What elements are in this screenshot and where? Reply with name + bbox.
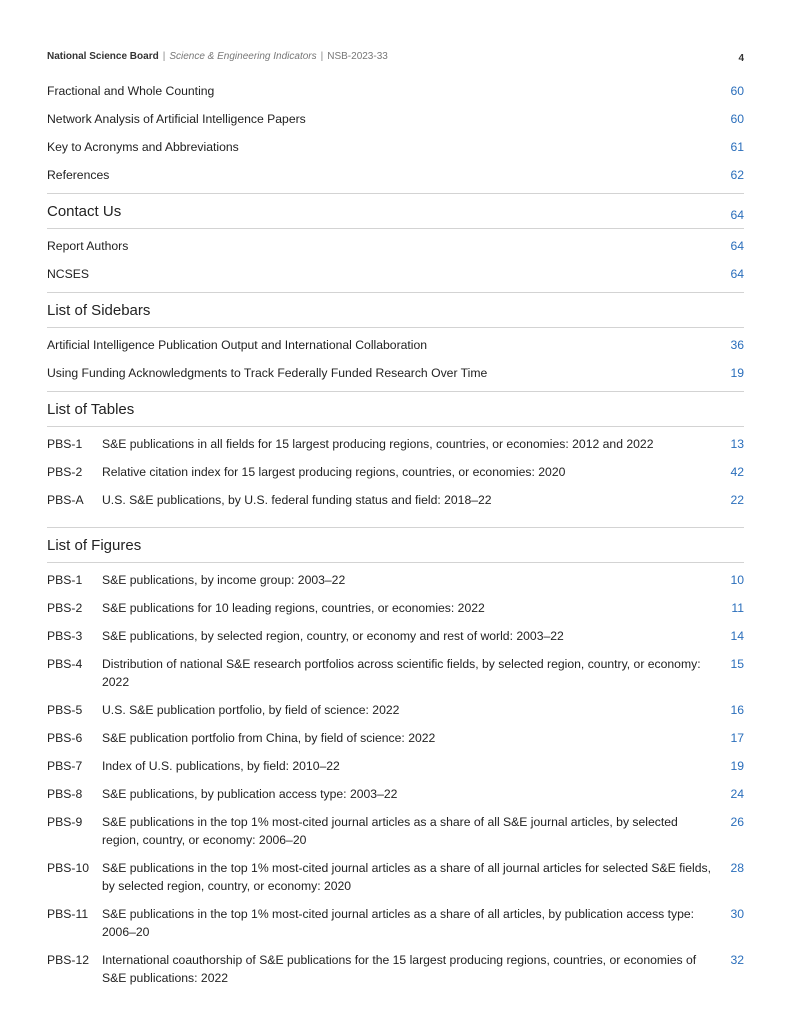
toc-entry-page[interactable]: 16: [730, 703, 744, 717]
toc-entry-code: PBS-12: [47, 953, 90, 967]
toc-entry-page[interactable]: 60: [730, 112, 744, 126]
toc-entry-page[interactable]: 60: [730, 84, 744, 98]
toc-entry[interactable]: [47, 486, 744, 527]
toc-entry-title[interactable]: International coauthorship of S&E publications for the 15 largest producing regions, countries, or economies of S&E publications: 2022: [102, 953, 697, 985]
toc-entry-code: PBS-3: [47, 629, 83, 643]
toc-entry-code: PBS-5: [47, 703, 83, 717]
sidebar-entries: [47, 328, 744, 391]
toc-entry-code: PBS-2: [47, 465, 83, 479]
toc-entry-title[interactable]: S&E publications in the top 1% most-cited journal articles as a share of all journal articles for selected S&E fields, by selected region, country, or economy: 2020: [102, 861, 712, 893]
top-entries: [47, 77, 744, 193]
toc-entry-title[interactable]: Network Analysis of Artificial Intelligence Papers: [47, 112, 306, 126]
toc-entry-page[interactable]: 32: [730, 953, 744, 967]
toc-entry[interactable]: [47, 650, 744, 696]
toc-entry-page[interactable]: 42: [730, 465, 744, 479]
contact-entries: [47, 229, 744, 292]
toc-entry-title[interactable]: U.S. S&E publications, by U.S. federal funding status and field: 2018–22: [102, 493, 492, 507]
toc-entry-page[interactable]: 64: [730, 239, 744, 253]
toc-entry-page[interactable]: 19: [730, 366, 744, 380]
toc-entry[interactable]: [47, 854, 744, 900]
table-entries: [47, 427, 744, 527]
toc-entry-code: PBS-2: [47, 601, 83, 615]
publication-title: Science & Engineering Indicators: [169, 51, 317, 62]
toc-entry[interactable]: [47, 458, 744, 486]
table-of-contents: [47, 77, 744, 992]
toc-entry-title[interactable]: S&E publications in the top 1% most-cited journal articles as a share of all articles, by publication access type: 2006–20: [102, 907, 695, 939]
toc-entry[interactable]: [47, 594, 744, 622]
toc-entry-title[interactable]: Distribution of national S&E research portfolios across scientific fields, by selected region, country, or economy: 2022: [102, 657, 701, 689]
toc-entry-page[interactable]: 10: [730, 573, 744, 587]
toc-entry-code: PBS-A: [47, 493, 84, 507]
toc-entry-page[interactable]: 13: [730, 437, 744, 451]
toc-entry-title[interactable]: S&E publications in all fields for 15 largest producing regions, countries, or economies: 2012 and 2022: [102, 437, 654, 451]
toc-entry-title[interactable]: S&E publication portfolio from China, by field of science: 2022: [102, 731, 436, 745]
toc-entry[interactable]: [47, 724, 744, 752]
section-heading-title: List of Tables: [47, 401, 135, 418]
toc-entry-code: PBS-1: [47, 437, 83, 451]
toc-entry[interactable]: [47, 946, 744, 992]
toc-entry-page[interactable]: 11: [731, 601, 744, 615]
section-heading-sidebars: [47, 293, 744, 328]
toc-entry-page[interactable]: 19: [730, 759, 744, 773]
section-heading-page[interactable]: 64: [730, 208, 744, 222]
toc-entry-page[interactable]: 22: [730, 493, 744, 507]
toc-entry-title[interactable]: S&E publications, by publication access type: 2003–22: [102, 787, 398, 801]
toc-entry[interactable]: [47, 622, 744, 650]
page-header: [47, 50, 744, 64]
figure-entries: [47, 563, 744, 992]
toc-entry-page[interactable]: 61: [730, 140, 744, 154]
toc-entry-page[interactable]: 24: [730, 787, 744, 801]
toc-entry-code: PBS-8: [47, 787, 83, 801]
toc-entry-title[interactable]: S&E publications, by selected region, country, or economy and rest of world: 2003–22: [102, 629, 564, 643]
header-separator: |: [320, 51, 324, 62]
page-number: 4: [738, 53, 744, 64]
toc-entry-title[interactable]: Fractional and Whole Counting: [47, 84, 215, 98]
toc-entry-title[interactable]: Relative citation index for 15 largest producing regions, countries, or economies: 2020: [102, 465, 566, 479]
toc-entry-title[interactable]: Index of U.S. publications, by field: 2010–22: [102, 759, 340, 773]
toc-entry-title[interactable]: S&E publications in the top 1% most-cited journal articles as a share of all S&E journal articles, by selected region, country, or economy: 2006–20: [102, 815, 678, 847]
section-heading-contact[interactable]: [47, 194, 744, 229]
toc-entry[interactable]: [47, 260, 744, 292]
organization-name: National Science Board: [47, 51, 159, 62]
toc-entry[interactable]: [47, 133, 744, 161]
toc-entry-page[interactable]: 30: [730, 907, 744, 921]
toc-entry-code: PBS-7: [47, 759, 83, 773]
toc-entry-page[interactable]: 26: [730, 815, 744, 829]
section-heading-title: List of Sidebars: [47, 302, 151, 319]
toc-entry-page[interactable]: 17: [730, 731, 744, 745]
toc-entry-title[interactable]: References: [47, 168, 110, 182]
toc-entry[interactable]: [47, 900, 744, 946]
toc-entry-page[interactable]: 15: [730, 657, 744, 671]
toc-entry-title[interactable]: S&E publications for 10 leading regions, countries, or economies: 2022: [102, 601, 485, 615]
toc-entry-page[interactable]: 28: [730, 861, 744, 875]
toc-entry[interactable]: [47, 566, 744, 594]
toc-entry[interactable]: [47, 161, 744, 193]
toc-entry[interactable]: [47, 808, 744, 854]
toc-entry-title[interactable]: S&E publications, by income group: 2003–22: [102, 573, 346, 587]
section-heading-title: List of Figures: [47, 537, 142, 554]
toc-entry[interactable]: [47, 752, 744, 780]
toc-entry-title[interactable]: Key to Acronyms and Abbreviations: [47, 140, 239, 154]
toc-entry[interactable]: [47, 696, 744, 724]
toc-entry-page[interactable]: 62: [730, 168, 744, 182]
toc-entry-code: PBS-10: [47, 861, 90, 875]
section-heading-figures: [47, 528, 744, 563]
toc-entry-code: PBS-6: [47, 731, 83, 745]
toc-entry-code: PBS-11: [47, 907, 89, 921]
section-heading-tables: [47, 392, 744, 427]
toc-entry-title[interactable]: U.S. S&E publication portfolio, by field of science: 2022: [102, 703, 400, 717]
toc-entry[interactable]: [47, 77, 744, 105]
header-separator: |: [162, 51, 166, 62]
toc-entry-title[interactable]: Artificial Intelligence Publication Output and International Collaboration: [47, 338, 428, 352]
toc-entry[interactable]: [47, 232, 744, 260]
toc-entry-title[interactable]: NCSES: [47, 267, 89, 281]
toc-entry[interactable]: [47, 105, 744, 133]
toc-entry-code: PBS-4: [47, 657, 83, 671]
toc-entry[interactable]: [47, 780, 744, 808]
section-heading-title[interactable]: Contact Us: [47, 203, 122, 220]
toc-entry[interactable]: [47, 359, 744, 391]
report-code: NSB-2023-33: [327, 51, 388, 62]
toc-entry-page[interactable]: 64: [730, 267, 744, 281]
toc-entry[interactable]: [47, 430, 744, 458]
toc-entry-page[interactable]: 14: [730, 629, 744, 643]
toc-entry-code: PBS-1: [47, 573, 83, 587]
toc-entry-page[interactable]: 36: [730, 338, 744, 352]
toc-entry-title[interactable]: Using Funding Acknowledgments to Track Federally Funded Research Over Time: [47, 366, 488, 380]
toc-entry[interactable]: [47, 331, 744, 359]
toc-entry-title[interactable]: Report Authors: [47, 239, 129, 253]
toc-entry-code: PBS-9: [47, 815, 83, 829]
